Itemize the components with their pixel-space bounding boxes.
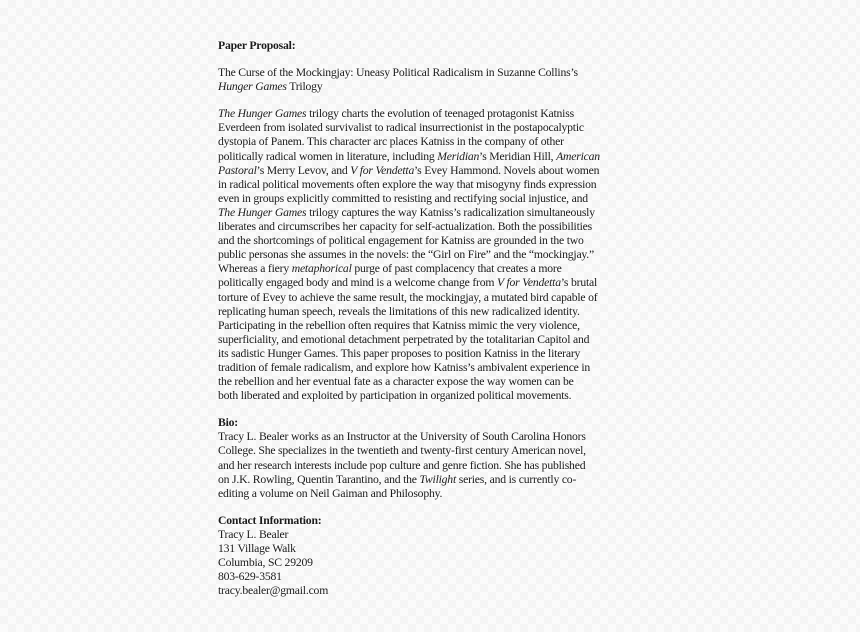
bold-text-segment: Bio:	[218, 416, 238, 430]
italic-text-segment: V for Vendetta	[497, 276, 561, 290]
italic-text-segment: The Hunger Games	[218, 205, 307, 219]
italic-text-segment: Twilight	[419, 472, 457, 486]
text-line	[218, 487, 658, 501]
text-line	[218, 375, 658, 389]
italic-text-segment: The Hunger Games	[218, 107, 307, 121]
text-line	[218, 459, 658, 473]
text-segment: in radical political movements often explore the way that misogyny finds expression	[218, 177, 597, 191]
text-line	[218, 164, 658, 178]
text-line	[218, 66, 658, 80]
text-segment: liberates and circumscribes her capacity for self-actualization. Both the possibilities	[218, 220, 592, 234]
text-line	[218, 473, 658, 487]
italic-text-segment: metaphorical	[291, 262, 352, 276]
text-segment: and the shortcomings of political engagement for Katniss are grounded in the two	[218, 234, 584, 248]
text-segment: Participating in the rebellion often requires that Katniss mimic the very violence,	[218, 318, 580, 332]
text-segment: 131 Village Walk	[218, 542, 296, 555]
bold-text-segment: Contact Information:	[218, 513, 322, 527]
italic-text-segment: Hunger Games	[218, 80, 287, 94]
contact-section	[218, 514, 658, 599]
text-line	[218, 361, 658, 375]
text-segment: editing a volume on Neil Gaiman and Philosophy.	[218, 486, 443, 500]
text-line	[218, 570, 658, 584]
text-segment: dystopia of Panem. This character arc places Katniss in the company of other	[218, 135, 564, 149]
text-segment: its sadistic Hunger Games. This paper proposes to position Katniss in the literary	[218, 346, 581, 360]
text-line	[218, 192, 658, 206]
text-line	[218, 248, 658, 262]
text-line	[218, 333, 658, 347]
text-segment: ’s brutal	[560, 276, 598, 290]
text-segment: purge of past complacency that creates a more	[351, 262, 562, 276]
text-segment: Tracy L. Bealer works as an Instructor at the University of South Carolina Honors	[218, 430, 586, 444]
text-line	[218, 178, 658, 192]
text-line	[218, 150, 658, 164]
text-line	[218, 444, 658, 458]
bio-section	[218, 416, 658, 501]
italic-text-segment: Pastoral	[218, 163, 257, 177]
text-segment: 803-629-3581	[218, 570, 282, 584]
text-segment: The Curse of the Mockingjay: Uneasy Political Radicalism in Suzanne Collins’s	[218, 66, 578, 80]
text-line	[218, 107, 658, 121]
text-line	[218, 514, 658, 528]
text-segment: and her research interests include pop culture and genre fiction. She has published	[218, 458, 586, 472]
text-segment: Trilogy	[286, 80, 323, 94]
text-segment: series, and is currently co-	[456, 472, 577, 486]
text-segment: torture of Evey to achieve the same result, the mockingjay, a mutated bird capable of	[218, 290, 598, 304]
text-segment: ’s Meridian Hill,	[479, 149, 557, 163]
text-line	[218, 291, 658, 305]
text-line	[218, 430, 658, 444]
text-line	[218, 80, 658, 94]
paper-proposal-heading	[218, 39, 658, 53]
text-segment: both liberated and exploited by participation in organized political movements.	[218, 389, 572, 403]
text-segment: trilogy captures the way Katniss’s radicalization simultaneously	[306, 205, 595, 219]
text-line	[218, 305, 658, 319]
text-segment: the rebellion and her eventual fate as a character expose the way women can be	[218, 375, 574, 389]
text-segment: on J.K. Rowling, Quentin Tarantino, and the	[218, 472, 420, 486]
italic-text-segment: V for Vendetta	[350, 163, 415, 177]
text-segment: politically engaged body and mind is a welcome change from	[218, 276, 498, 290]
text-segment: ’s Merry Levov, and	[256, 163, 351, 177]
text-segment: politically radical women in literature, including	[218, 149, 438, 163]
text-line	[218, 276, 658, 290]
text-line	[218, 135, 658, 149]
text-line	[218, 528, 658, 542]
paper-proposal-document	[218, 39, 658, 598]
text-segment: Everdeen from isolated survivalist to radical insurrectionist in the postapocalyptic	[218, 121, 584, 135]
text-line	[218, 206, 658, 220]
text-line	[218, 121, 658, 135]
text-segment: Columbia, SC 29209	[218, 556, 313, 570]
text-segment: Whereas a fiery	[218, 262, 292, 276]
proposal-abstract	[218, 107, 658, 403]
paper-title	[218, 66, 658, 94]
text-line	[218, 234, 658, 248]
bold-text-segment: Paper Proposal:	[218, 39, 296, 52]
text-line	[218, 220, 658, 234]
text-segment: tradition of female radicalism, and explore how Katniss’s ambivalent experience in	[218, 360, 591, 374]
text-segment: public personas she assumes in the novels: the “Girl on Fire” and the “mockingjay.”	[218, 248, 595, 262]
text-line	[218, 319, 658, 333]
text-segment: College. She specializes in the twentieth and twenty-first century American novel,	[218, 444, 586, 458]
text-segment: tracy.bealer@gmail.com	[218, 584, 329, 598]
text-segment: even in groups explicitly committed to resisting and rectifying social injustice, and	[218, 191, 588, 205]
text-segment: superficiality, and emotional detachment perpetrated by the totalitarian Capitol and	[218, 332, 590, 346]
text-line	[218, 262, 658, 276]
text-line	[218, 39, 658, 53]
text-segment: Tracy L. Bealer	[218, 527, 289, 541]
text-segment: replicating human speech, reveals the limitations of this new radicalized identity.	[218, 304, 580, 318]
text-line	[218, 347, 658, 361]
text-line	[218, 556, 658, 570]
text-line	[218, 542, 658, 556]
italic-text-segment: Meridian	[437, 149, 480, 163]
text-line	[218, 416, 658, 430]
text-line	[218, 584, 658, 598]
text-segment: trilogy charts the evolution of teenaged protagonist Katniss	[306, 107, 574, 121]
text-line	[218, 389, 658, 403]
italic-text-segment: American	[556, 149, 600, 163]
text-segment: ’s Evey Hammond. Novels about women	[414, 163, 600, 177]
